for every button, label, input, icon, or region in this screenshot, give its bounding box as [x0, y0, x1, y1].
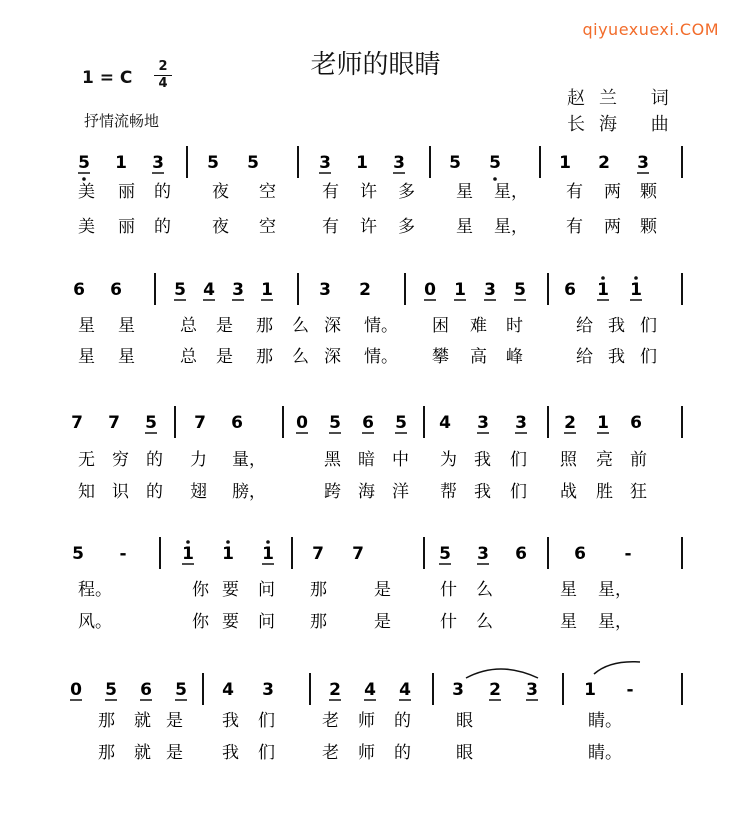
time-signature-top: 2 [158, 59, 168, 74]
lyric-char: 时 [506, 316, 523, 336]
lyric-char: 暗 [358, 450, 375, 470]
note-digit: 2 [564, 413, 576, 433]
note-digit: 1 [559, 153, 571, 173]
note-digit: 2 [598, 153, 610, 173]
lyric-char: 是 [374, 580, 391, 600]
lyric-char: 前 [630, 450, 647, 470]
lyric-char: 问 [258, 580, 275, 600]
lyric-char: 们 [510, 482, 527, 502]
note-digit: 3 [262, 680, 274, 700]
note-digit: 4 [439, 413, 451, 433]
lyric-char: 颗 [640, 182, 657, 202]
lyric-char: 知 [78, 482, 95, 502]
lyric-char: 我 [474, 482, 491, 502]
note-digit: 6 [574, 544, 586, 564]
note-digit: 1 [630, 280, 642, 300]
note-digit: 2 [359, 280, 371, 300]
lyric-char: 要 [222, 612, 239, 632]
lyric-char: 眼 [456, 711, 473, 731]
lyric-char: 有 [566, 217, 583, 237]
lyric-char: 总 [180, 316, 197, 336]
lyric-char: 么 [292, 347, 309, 367]
note-digit: 3 [452, 680, 464, 700]
note-digit: 1 [115, 153, 127, 173]
lyric-char: 空 [259, 217, 276, 237]
lyric-char: 们 [258, 743, 275, 763]
lyric-char: 夜 [212, 217, 229, 237]
lyric-char: 情。 [364, 316, 398, 336]
lyric-char: 星， [598, 612, 632, 632]
lyric-char: 跨 [324, 482, 341, 502]
lyric-char: 我 [608, 316, 625, 336]
lyric-char: 高 [470, 347, 487, 367]
lyric-char: 星， [598, 580, 632, 600]
lyric-char: 那 [256, 316, 273, 336]
note-digit: 3 [526, 680, 538, 700]
lyric-char: 那 [98, 743, 115, 763]
lyric-char: 我 [608, 347, 625, 367]
lyric-char: 们 [640, 316, 657, 336]
lyric-char: 师 [358, 743, 375, 763]
lyric-char: 星 [560, 612, 577, 632]
lyric-char: 给 [576, 347, 593, 367]
lyric-char: 两 [604, 182, 621, 202]
note-digit: 6 [140, 680, 152, 700]
lyric-char: 什 [440, 580, 457, 600]
note-digit: 5 [247, 153, 259, 173]
note-digit: 6 [630, 413, 642, 433]
lyric-char: 星 [560, 580, 577, 600]
lyric-char: 有 [566, 182, 583, 202]
lyric-char: 那 [310, 580, 327, 600]
lyric-char: 就 [134, 743, 151, 763]
note-digit: 3 [393, 153, 405, 173]
lyric-char: 星 [78, 347, 95, 367]
low-octave-dot [82, 177, 86, 181]
lyric-char: 无 [78, 450, 95, 470]
lyric-char: 星 [118, 347, 135, 367]
lyric-char: 老 [322, 711, 339, 731]
high-octave-dot [186, 540, 190, 544]
high-octave-dot [601, 276, 605, 280]
note-digit: 1 [222, 544, 234, 564]
note-digit: 5 [174, 280, 186, 300]
lyric-char: 是 [166, 711, 183, 731]
song-title: 老师的眼睛 [310, 50, 441, 80]
lyric-char: 许 [360, 217, 377, 237]
note-digit: 5 [449, 153, 461, 173]
lyric-char: 我 [222, 743, 239, 763]
note-digit: 5 [395, 413, 407, 433]
lyric-char: 我 [474, 450, 491, 470]
lyric-char: 你 [192, 612, 209, 632]
note-digit: 3 [477, 544, 489, 564]
note-digit: 5 [175, 680, 187, 700]
note-digit: 6 [564, 280, 576, 300]
high-octave-dot [266, 540, 270, 544]
lyric-char: 有 [322, 182, 339, 202]
note-digit: 1 [454, 280, 466, 300]
note-digit: 5 [207, 153, 219, 173]
lyric-char: 丽 [118, 182, 135, 202]
lyric-char: 攀 [432, 347, 449, 367]
lyric-char: 颗 [640, 217, 657, 237]
tie-arc [466, 669, 538, 678]
lyric-char: 深 [324, 347, 341, 367]
note-digit: 6 [73, 280, 85, 300]
note-digit: 3 [319, 280, 331, 300]
lyric-char: 翅 [190, 482, 207, 502]
note-digit: 7 [108, 413, 120, 433]
lyric-char: 是 [166, 743, 183, 763]
note-digit: 3 [232, 280, 244, 300]
lyric-char: 的 [146, 482, 163, 502]
note-digit: 2 [329, 680, 341, 700]
lyric-char: 多 [398, 182, 415, 202]
lyric-char: 风。 [78, 612, 112, 632]
note-digit: 5 [72, 544, 84, 564]
high-octave-dot [634, 276, 638, 280]
lyric-char: 为 [440, 450, 457, 470]
lyric-char: 的 [394, 711, 411, 731]
lyric-char: 那 [256, 347, 273, 367]
note-digit: 1 [597, 413, 609, 433]
note-digit: 5 [439, 544, 451, 564]
lyric-char: 识 [112, 482, 129, 502]
note-digit: 1 [262, 544, 274, 564]
lyric-char: 们 [640, 347, 657, 367]
lyric-char: 困 [432, 316, 449, 336]
lyric-char: 照 [560, 450, 577, 470]
lyric-char: 我 [222, 711, 239, 731]
note-digit: 3 [152, 153, 164, 173]
lyric-char: 狂 [630, 482, 647, 502]
high-octave-dot [226, 540, 230, 544]
lyric-char: 们 [510, 450, 527, 470]
lyric-char: 问 [258, 612, 275, 632]
lyric-char: 那 [98, 711, 115, 731]
note-digit: 4 [222, 680, 234, 700]
lyric-char: 海 [358, 482, 375, 502]
lyric-char: 深 [324, 316, 341, 336]
note-digit: 3 [477, 413, 489, 433]
lyric-char: 的 [154, 182, 171, 202]
lyric-char: 情。 [364, 347, 398, 367]
lyric-char: 总 [180, 347, 197, 367]
lyric-char: 老 [322, 743, 339, 763]
tie-arc-start [594, 662, 640, 674]
note-digit: 1 [182, 544, 194, 564]
note-digit: 7 [312, 544, 324, 564]
note-digit: - [119, 544, 127, 564]
lyric-char: 丽 [118, 217, 135, 237]
lyric-char: 战 [560, 482, 577, 502]
lyric-char: 要 [222, 580, 239, 600]
note-digit: 5 [489, 153, 501, 173]
lyric-char: 是 [216, 316, 233, 336]
note-digit: 7 [352, 544, 364, 564]
note-digit: 5 [145, 413, 157, 433]
key-signature: 1 = C [82, 68, 133, 88]
note-digit: 3 [484, 280, 496, 300]
lyric-char: 么 [476, 580, 493, 600]
lyric-char: 给 [576, 316, 593, 336]
lyric-char: 什 [440, 612, 457, 632]
lyric-char: 中 [392, 450, 409, 470]
lyric-char: 的 [394, 743, 411, 763]
note-digit: - [626, 680, 634, 700]
lyric-char: 么 [476, 612, 493, 632]
lyric-char: 星 [118, 316, 135, 336]
lyric-char: 有 [322, 217, 339, 237]
lyric-char: 膀， [232, 482, 266, 502]
lyric-char: 星 [456, 182, 473, 202]
lyric-char: 么 [292, 316, 309, 336]
lyric-char: 美 [78, 182, 95, 202]
lyric-char: 夜 [212, 182, 229, 202]
note-digit: 6 [110, 280, 122, 300]
note-digit: 6 [362, 413, 374, 433]
lyric-char: 程。 [78, 580, 112, 600]
note-digit: 4 [399, 680, 411, 700]
lyric-char: 你 [192, 580, 209, 600]
lyric-char: 的 [154, 217, 171, 237]
lyric-char: 胜 [596, 482, 613, 502]
lyric-char: 就 [134, 711, 151, 731]
note-digit: 1 [597, 280, 609, 300]
low-octave-dot [493, 177, 497, 181]
lyric-char: 帮 [440, 482, 457, 502]
note-digit: 4 [203, 280, 215, 300]
composer-credit: 长海 曲 [567, 114, 683, 135]
lyric-char: 的 [146, 450, 163, 470]
note-digit: 5 [78, 153, 90, 173]
lyricist-credit: 赵兰 词 [567, 88, 683, 109]
lyric-char: 是 [374, 612, 391, 632]
lyric-char: 洋 [392, 482, 409, 502]
lyric-char: 星 [456, 217, 473, 237]
note-digit: 7 [71, 413, 83, 433]
lyric-char: 睛。 [588, 743, 622, 763]
note-digit: 0 [424, 280, 436, 300]
lyric-char: 力 [190, 450, 207, 470]
lyric-char: 美 [78, 217, 95, 237]
lyric-char: 星 [78, 316, 95, 336]
note-digit: 5 [105, 680, 117, 700]
lyric-char: 亮 [596, 450, 613, 470]
note-digit: 7 [194, 413, 206, 433]
lyric-char: 峰 [506, 347, 523, 367]
note-digit: 1 [356, 153, 368, 173]
lyric-char: 难 [470, 316, 487, 336]
note-digit: 4 [364, 680, 376, 700]
lyric-char: 是 [216, 347, 233, 367]
lyric-char: 眼 [456, 743, 473, 763]
lyric-char: 星， [494, 217, 528, 237]
note-digit: 3 [319, 153, 331, 173]
note-digit: 2 [489, 680, 501, 700]
note-digit: 0 [70, 680, 82, 700]
note-digit: 6 [231, 413, 243, 433]
note-digit: 3 [637, 153, 649, 173]
lyric-char: 师 [358, 711, 375, 731]
tempo-marking: 抒情流畅地 [84, 112, 160, 130]
lyric-char: 许 [360, 182, 377, 202]
note-digit: 1 [584, 680, 596, 700]
lyric-char: 黑 [324, 450, 341, 470]
lyric-char: 睛。 [588, 711, 622, 731]
note-digit: 6 [515, 544, 527, 564]
lyric-char: 空 [259, 182, 276, 202]
note-digit: 5 [514, 280, 526, 300]
lyric-char: 星， [494, 182, 528, 202]
lyric-char: 量， [232, 450, 266, 470]
lyric-char: 们 [258, 711, 275, 731]
note-digit: 0 [296, 413, 308, 433]
note-digit: 1 [261, 280, 273, 300]
site-watermark: qiyuexuexi.COM [582, 20, 719, 39]
lyric-char: 穷 [112, 450, 129, 470]
note-digit: 3 [515, 413, 527, 433]
lyric-char: 两 [604, 217, 621, 237]
time-signature-bottom: 4 [158, 76, 168, 91]
note-digit: - [624, 544, 632, 564]
lyric-char: 多 [398, 217, 415, 237]
lyric-char: 那 [310, 612, 327, 632]
note-digit: 5 [329, 413, 341, 433]
